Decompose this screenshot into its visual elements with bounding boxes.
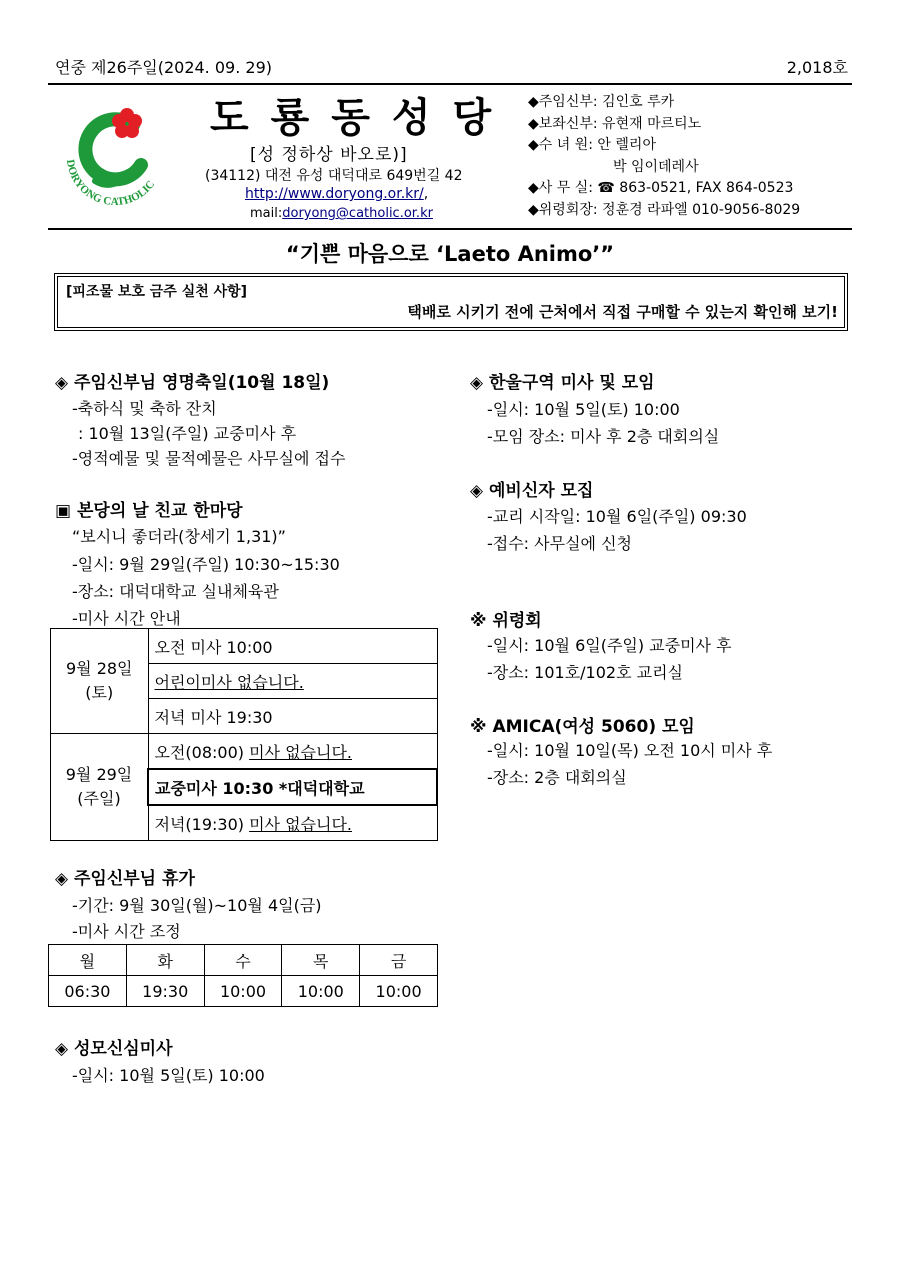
table-header-cell: 화: [126, 945, 204, 976]
staff-row: [528, 92, 800, 114]
table-header-row: [49, 945, 438, 976]
mass-cell: [148, 805, 437, 841]
staff-label: ◆위령회장:: [528, 201, 598, 218]
homepage: [245, 186, 428, 202]
staff-label: ◆보좌신부:: [528, 115, 598, 132]
vacation-title: ◈ 주임신부님 휴가: [55, 869, 195, 889]
vacation-line: -기간: 9월 30일(월)~10월 4일(금): [72, 896, 322, 915]
mass-cell: 오전 미사 10:00: [148, 629, 437, 664]
catechumen-title: ◈ 예비신자 모집: [470, 481, 594, 501]
mass-cell: [148, 734, 437, 770]
day-cell: [51, 629, 149, 734]
notice-box: [57, 276, 845, 328]
table-cell: 10:00: [282, 976, 360, 1007]
amica-title: ※ AMICA(여성 5060) 모임: [470, 717, 695, 737]
parish-day-line: -장소: 대덕대학교 실내체육관: [72, 582, 279, 601]
staff-value: 유현재 마르티노: [602, 115, 702, 132]
catechumen-line: -접수: 사무실에 신청: [487, 534, 632, 553]
amica-line: -일시: 10월 10일(목) 오전 10시 미사 후: [487, 741, 773, 760]
day-date: 9월 29일: [65, 765, 133, 784]
mass-note: 미사 없습니다.: [249, 814, 353, 834]
parish-day-line: “보시니 좋더라(창세기 1,31)”: [72, 527, 286, 546]
mass-schedule-table: [50, 628, 438, 841]
church-address: (34112) 대전 유성 대덕대로 649번길 42: [205, 168, 463, 184]
feast-title: ◈ 주임신부님 영명축일(10월 18일): [55, 373, 330, 393]
feast-line: -축하식 및 축하 잔치: [72, 399, 217, 418]
staff-list: [528, 92, 800, 221]
vacation-mass-table: [48, 944, 438, 1007]
staff-value: 정훈경 라파엘 010-9056-8029: [602, 201, 801, 218]
staff-row: [528, 114, 800, 136]
day-weekday: (토): [85, 683, 114, 702]
vacation-line: -미사 시간 조정: [72, 922, 181, 941]
staff-label: ◆사 무 실:: [528, 180, 593, 196]
sacred-heart-title: ◈ 성모신심미사: [55, 1039, 173, 1059]
email-link[interactable]: doryong@catholic.or.kr: [282, 206, 433, 221]
parish-day-title: ▣ 본당의 날 친교 한마당: [55, 501, 243, 521]
catechumen-line: -교리 시작일: 10월 6일(주일) 09:30: [487, 507, 747, 526]
slogan: “기쁜 마음으로 ‘Laeto Animo’”: [285, 242, 615, 266]
table-cell: 19:30: [126, 976, 204, 1007]
issue-number: 2,018호: [786, 58, 848, 77]
day-weekday: (주일): [77, 789, 121, 808]
feast-line: -영적예물 및 물적예물은 사무실에 접수: [72, 449, 346, 468]
homepage-suffix: ,: [423, 186, 429, 202]
logo-text: DORYONG CATHOLIC: [63, 158, 158, 209]
header-bottom-rule: [48, 228, 852, 230]
table-row: [49, 976, 438, 1007]
hanul-title: ◈ 한울구역 미사 및 모임: [470, 373, 655, 393]
header-top-rule: [48, 83, 852, 85]
hanul-line: -일시: 10월 5일(토) 10:00: [487, 400, 680, 419]
staff-row: [528, 200, 800, 222]
church-name: 도룡동성당: [210, 95, 514, 141]
sacred-heart-line: -일시: 10월 5일(토) 10:00: [72, 1066, 265, 1085]
mass-note: 미사 없습니다.: [249, 742, 353, 762]
table-row: [51, 629, 438, 664]
patron-saint: [성 정하상 바오로)]: [250, 145, 408, 165]
wiryeong-title: ※ 위령회: [470, 611, 542, 631]
notice-title: [피조물 보호 금주 실천 사항]: [66, 284, 248, 300]
mass-cell: 교중미사 10:30 *대덕대학교: [148, 769, 437, 805]
table-cell: 10:00: [360, 976, 438, 1007]
staff-row: [528, 178, 800, 200]
table-header-cell: 목: [282, 945, 360, 976]
wiryeong-line: -일시: 10월 6일(주일) 교중미사 후: [487, 636, 732, 655]
table-header-cell: 금: [360, 945, 438, 976]
staff-label: ◆주임신부:: [528, 94, 598, 110]
wiryeong-line: -장소: 101호/102호 교리실: [487, 663, 683, 682]
homepage-link[interactable]: http://www.doryong.or.kr/: [245, 186, 424, 202]
table-cell: 06:30: [49, 976, 127, 1007]
feast-line: : 10월 13일(주일) 교중미사 후: [78, 424, 297, 443]
mass-time: 저녁(19:30): [154, 814, 250, 834]
staff-row: [528, 157, 800, 179]
staff-value: 안 렐리아: [597, 137, 656, 153]
table-header-cell: 월: [49, 945, 127, 976]
day-date: 9월 28일: [65, 659, 133, 678]
parish-day-line: -미사 시간 안내: [72, 609, 181, 628]
mass-cell: 저녁 미사 19:30: [148, 699, 437, 734]
day-cell: [51, 734, 149, 841]
issue-date: 연중 제26주일(2024. 09. 29): [55, 58, 272, 77]
mass-cell: 어린이미사 없습니다.: [148, 664, 437, 699]
email: [250, 206, 433, 221]
staff-value: 박 임이데레사: [613, 158, 699, 175]
staff-label: ◆수 녀 원:: [528, 137, 593, 153]
mail-label: mail:: [250, 206, 283, 221]
parish-day-line: -일시: 9월 29일(주일) 10:30~15:30: [72, 555, 340, 574]
staff-row: [528, 135, 800, 157]
amica-line: -장소: 2층 대회의실: [487, 768, 627, 787]
table-header-cell: 수: [204, 945, 282, 976]
table-row: [51, 734, 438, 770]
hanul-line: -모임 장소: 미사 후 2층 대회의실: [487, 427, 720, 446]
notice-text: 택배로 시키기 전에 근처에서 직접 구매할 수 있는지 확인해 보기!: [407, 303, 838, 321]
church-logo: [55, 95, 175, 215]
staff-value: ☎ 863-0521, FAX 864-0523: [597, 180, 794, 196]
staff-value: 김인호 루카: [602, 94, 675, 110]
table-cell: 10:00: [204, 976, 282, 1007]
mass-time: 오전(08:00): [154, 742, 250, 762]
